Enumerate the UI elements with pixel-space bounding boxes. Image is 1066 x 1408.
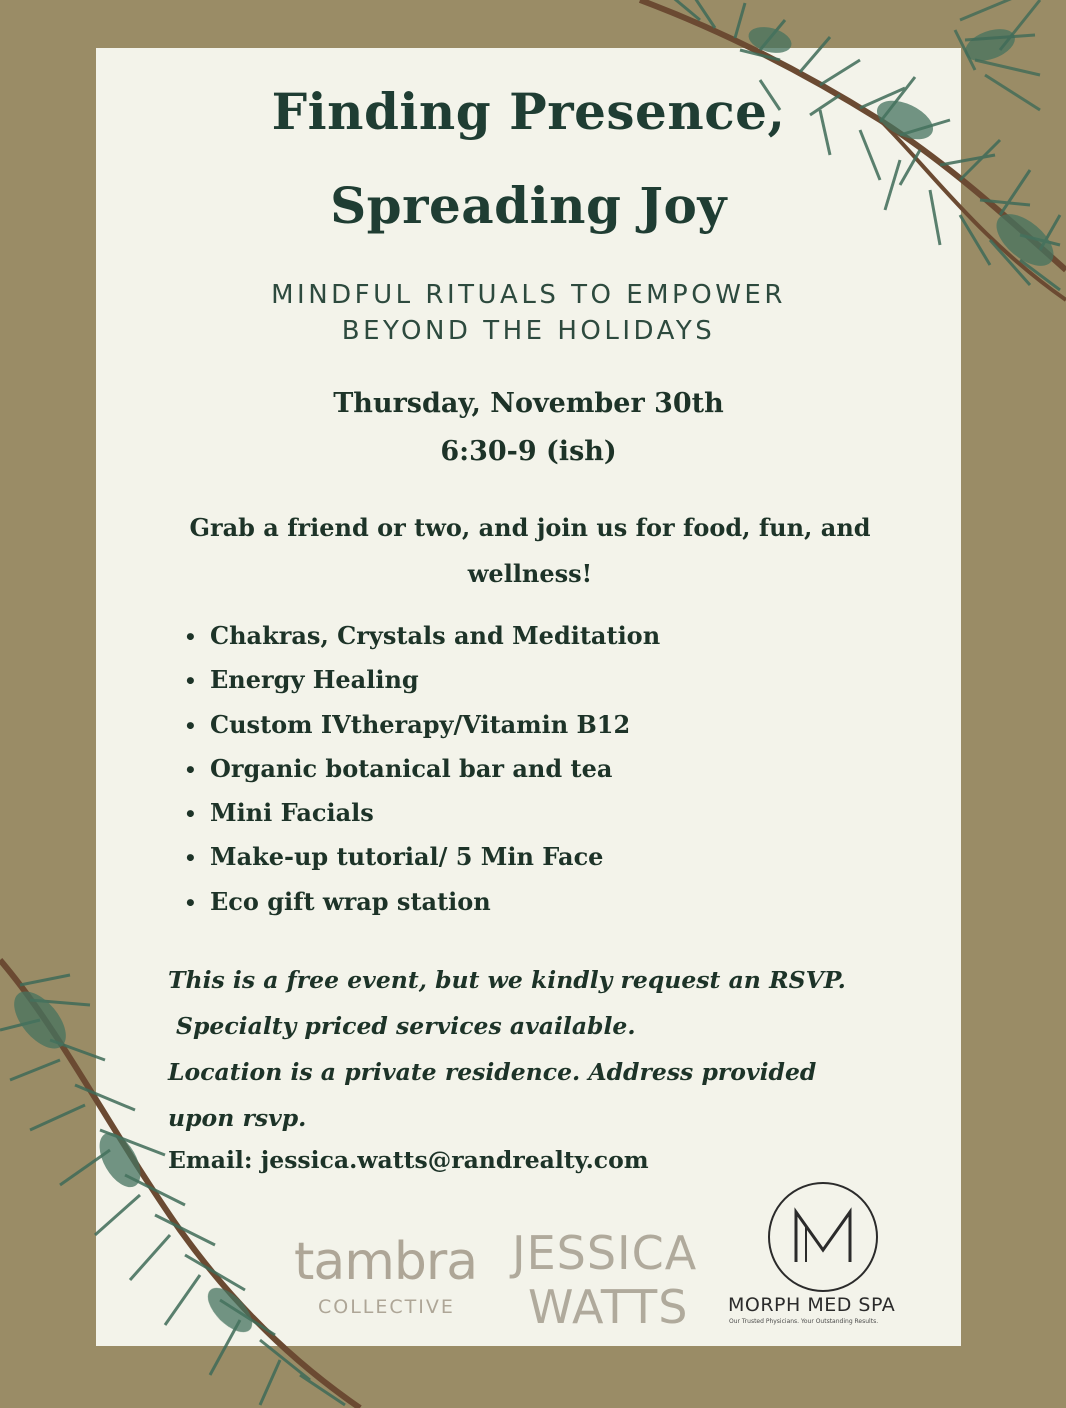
jessica-wordmark: JESSICA [512,1226,698,1280]
rsvp-note: This is a free event, but we kindly request an RSVP. [168,966,846,994]
bullet-icon: • [184,802,197,827]
bullet-icon: • [184,713,197,738]
list-item: • Organic botanical bar and tea [184,747,660,791]
list-item: • Custom IVtherapy/Vitamin B12 [184,703,660,747]
pricing-note: Specialty priced services available. [176,1012,636,1040]
morph-med-spa-name: MORPH MED SPA [728,1294,896,1316]
location-note-continued: upon rsvp. [168,1104,307,1132]
bullet-icon: • [184,669,197,694]
list-item: • Eco gift wrap station [184,880,660,924]
bullet-icon: • [184,890,197,915]
intro-line-1: Grab a friend or two, and join us for food, fun, and [189,513,871,542]
bullet-icon: • [184,846,197,871]
morph-med-spa-tagline: Our Trusted Physicians. Your Outstanding Results. [729,1318,879,1325]
location-note: Location is a private residence. Address provided [168,1058,817,1086]
title-line-2: Spreading Joy [330,176,727,235]
subtitle-line-2: BEYOND THE HOLIDAYS [341,316,716,346]
watts-wordmark: WATTS [528,1280,689,1334]
title-line-1: Finding Presence, [271,82,786,141]
event-time: 6:30-9 (ish) [440,436,617,467]
tambra-wordmark: tambra [294,1232,478,1292]
list-item: • Mini Facials [184,791,660,835]
bullet-icon: • [184,625,197,649]
list-item: • Chakras, Crystals and Meditation [184,614,660,658]
email-link[interactable]: jessica.watts@randrealty.com [260,1146,649,1174]
bullet-icon: • [184,757,197,782]
tambra-subtitle: COLLECTIVE [318,1296,455,1318]
list-item: • Energy Healing [184,658,660,702]
event-date: Thursday, November 30th [333,388,724,419]
email-label: Email: [168,1146,253,1174]
intro-line-2: wellness! [467,559,593,588]
list-item: • Make-up tutorial/ 5 Min Face [184,835,660,879]
subtitle-line-1: MINDFUL RITUALS TO EMPOWER [271,280,786,310]
